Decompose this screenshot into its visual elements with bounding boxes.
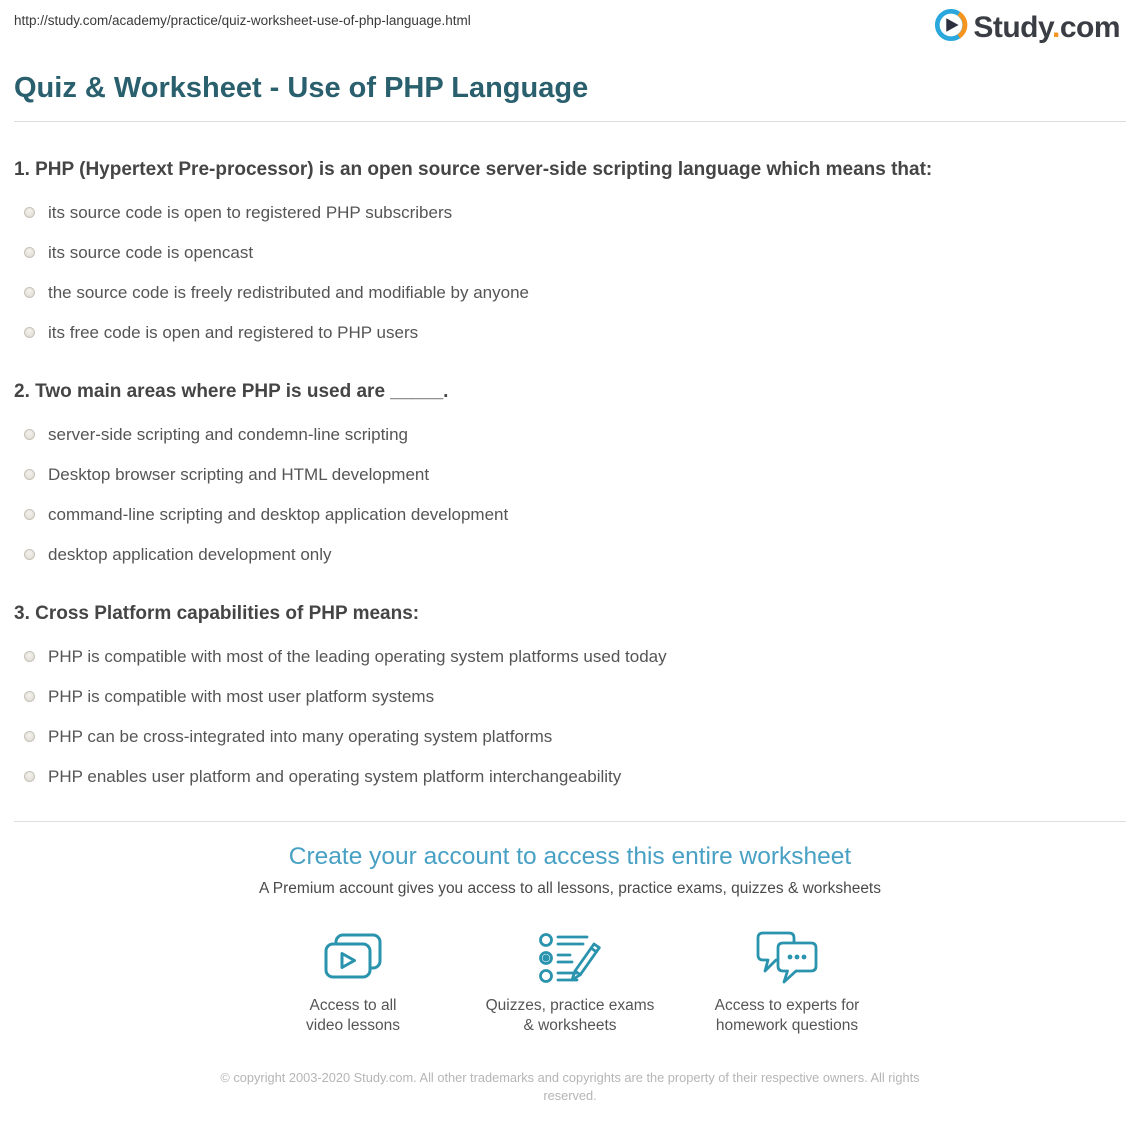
answer-option-label: command-line scripting and desktop application development	[48, 504, 509, 524]
features-row	[0, 930, 1140, 1036]
radio-button[interactable]	[24, 327, 35, 338]
quiz-section	[0, 159, 1140, 788]
radio-button[interactable]	[24, 429, 35, 440]
question-3-option-4[interactable]	[24, 765, 1126, 788]
copyright-notice: © copyright 2003-2020 Study.com. All other trademarks and copyrights are the property of their respective owners. All rights reserved.	[220, 1070, 920, 1103]
answer-option-label: PHP is compatible with most user platform systems	[48, 686, 435, 706]
answer-option-label: PHP enables user platform and operating system platform interchangeability	[48, 766, 622, 786]
feature-quizzes-worksheets	[462, 930, 679, 1036]
radio-button[interactable]	[24, 247, 35, 258]
radio-button[interactable]	[24, 287, 35, 298]
feature-video-lessons	[245, 930, 462, 1036]
play-circle-icon	[934, 8, 968, 47]
logo-dot: .	[1051, 10, 1060, 44]
radio-button[interactable]	[24, 509, 35, 520]
answer-option-label: its source code is opencast	[48, 242, 254, 262]
question-2-option-2[interactable]	[24, 463, 1126, 486]
radio-button[interactable]	[24, 731, 35, 742]
question-3-option-2[interactable]	[24, 685, 1126, 708]
answer-option-label: desktop application development only	[48, 544, 332, 564]
question-2-option-4[interactable]	[24, 543, 1126, 566]
radio-button[interactable]	[24, 771, 35, 782]
question-1-option-1[interactable]	[24, 201, 1126, 224]
radio-button[interactable]	[24, 549, 35, 560]
divider-top	[14, 121, 1126, 122]
page-title: Quiz & Worksheet - Use of PHP Language	[14, 72, 589, 104]
question-1-prompt: 1. PHP (Hypertext Pre-processor) is an open source server-side scripting language which means that:	[14, 159, 933, 180]
chat-experts-icon	[756, 930, 818, 986]
feature-label: Access to all video lessons	[306, 997, 400, 1034]
question-3	[14, 603, 1126, 788]
studycom-logo[interactable]	[934, 8, 1120, 47]
logo-word-study: Study	[973, 10, 1052, 44]
question-2	[14, 381, 1126, 566]
radio-button[interactable]	[24, 469, 35, 480]
radio-button[interactable]	[24, 651, 35, 662]
question-3-option-3[interactable]	[24, 725, 1126, 748]
page-url: http://study.com/academy/practice/quiz-worksheet-use-of-php-language.html	[14, 13, 471, 28]
question-3-prompt: 3. Cross Platform capabilities of PHP means:	[14, 603, 420, 624]
logo-text	[973, 11, 1120, 45]
answer-option-label: PHP can be cross-integrated into many operating system platforms	[48, 726, 553, 746]
question-1-option-3[interactable]	[24, 281, 1126, 304]
cta-subheading: A Premium account gives you access to all lessons, practice exams, quizzes & worksheets	[259, 880, 881, 897]
question-1-option-4[interactable]	[24, 321, 1126, 344]
question-2-option-1[interactable]	[24, 423, 1126, 446]
question-2-prompt: 2. Two main areas where PHP is used are _____.	[14, 381, 449, 402]
answer-option-label: Desktop browser scripting and HTML development	[48, 464, 430, 484]
feature-homework-experts	[679, 930, 896, 1036]
question-2-option-3[interactable]	[24, 503, 1126, 526]
radio-button[interactable]	[24, 691, 35, 702]
answer-option-label: PHP is compatible with most of the leading operating system platforms used today	[48, 646, 667, 666]
question-1-option-2[interactable]	[24, 241, 1126, 264]
radio-button[interactable]	[24, 207, 35, 218]
answer-option-label: the source code is freely redistributed and modifiable by anyone	[48, 282, 530, 302]
divider-bottom	[14, 821, 1126, 822]
topbar	[0, 0, 1140, 47]
cta-section	[0, 843, 1140, 1036]
video-lessons-icon	[324, 930, 382, 986]
feature-label: Quizzes, practice exams & worksheets	[485, 997, 655, 1034]
logo-word-com: com	[1059, 10, 1120, 44]
question-3-option-1[interactable]	[24, 645, 1126, 668]
feature-label: Access to experts for homework questions	[714, 997, 860, 1034]
question-1	[14, 159, 1126, 344]
answer-option-label: its free code is open and registered to PHP users	[48, 322, 419, 342]
create-account-link[interactable]: Create your account to access this entire worksheet	[288, 843, 852, 870]
answer-option-label: its source code is open to registered PHP subscribers	[48, 202, 453, 222]
answer-option-label: server-side scripting and condemn-line scripting	[48, 424, 408, 444]
quizzes-worksheets-icon	[537, 930, 603, 986]
